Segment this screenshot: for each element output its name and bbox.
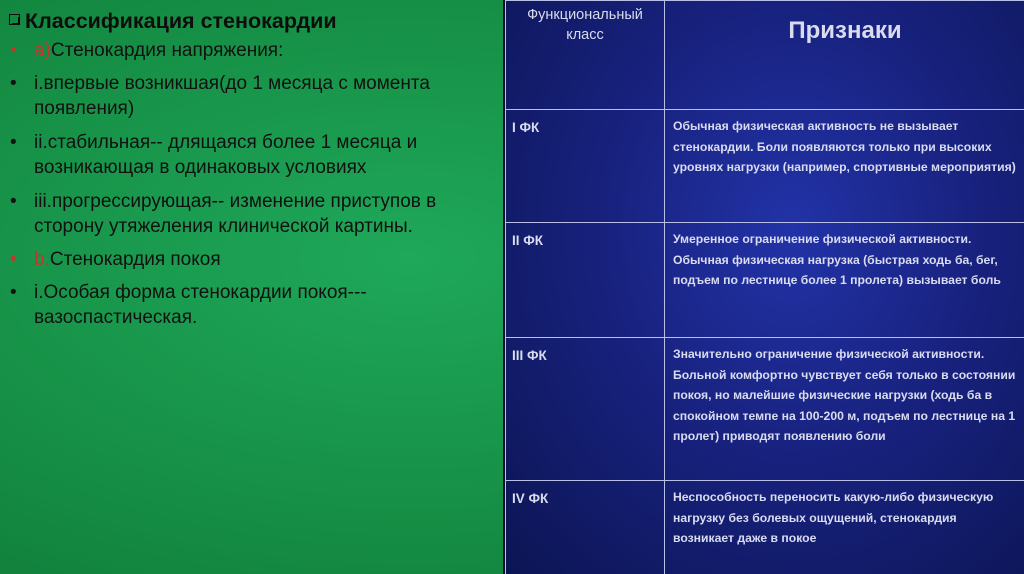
table-row [506, 338, 1024, 481]
table-row [506, 110, 1024, 223]
classification-list [8, 38, 500, 330]
list-item-text: Стенокардия покоя [49, 249, 221, 270]
header-functional-class: Функциональный класс [506, 1, 665, 110]
functional-class-cell: IV ФК [506, 481, 665, 574]
table-row [506, 223, 1024, 338]
table-row [506, 481, 1024, 574]
signs-cell: Значительно ограничение физической активности. Больной комфортно чувствует себя только в состоянии покоя, но малейшие физические нагрузки (ходь ба в спокойном темпе на 100-200 м, подъем по лестнице на 1 пролет) приводят появлению боли [665, 338, 1024, 481]
list-item [8, 130, 500, 180]
slide-title [8, 8, 500, 34]
bullet: • [10, 132, 17, 153]
list-marker: a) [34, 40, 51, 61]
header-signs: Признаки [665, 1, 1024, 110]
list-item-text: iii.прогрессирующая-- изменение приступов в сторону утяжеления клинической картины. [34, 191, 437, 237]
list-marker: b. [34, 249, 50, 270]
list-item-text: i.впервые возникшая(до 1 месяца с момента появления) [34, 73, 430, 119]
list-item [8, 38, 500, 63]
signs-cell: Неспособность переносить какую-либо физическую нагрузку без болевых ощущений, стенокардия возникает даже в покое [665, 481, 1024, 574]
bullet: • [10, 40, 17, 61]
functional-class-table [505, 0, 1024, 574]
bullet: • [10, 249, 17, 270]
functional-class-cell: III ФК [506, 338, 665, 481]
list-item-text: i.Особая форма стенокардии покоя---вазоспастическая. [34, 282, 367, 328]
slide-title-text: Классификация стенокардии [25, 9, 337, 33]
list-item-text: ii.стабильная-- длящаяся более 1 месяца и возникающая в одинаковых условиях [34, 132, 418, 178]
list-item [8, 189, 500, 239]
bullet: • [10, 191, 17, 212]
bullet: • [10, 282, 17, 303]
table-header-row [506, 1, 1024, 110]
list-item [8, 280, 500, 330]
checkbox-icon [9, 14, 20, 25]
left-panel [8, 8, 500, 330]
functional-class-cell: II ФК [506, 223, 665, 338]
bullet: • [10, 73, 17, 94]
list-item [8, 71, 500, 121]
classification-table-panel [503, 0, 1024, 574]
list-item [8, 247, 500, 272]
functional-class-cell: I ФК [506, 110, 665, 223]
signs-cell: Умеренное ограничение физической активности. Обычная физическая нагрузка (быстрая ходь ба, бег, подъем по лестнице более 1 пролета) вызывает боль [665, 223, 1024, 338]
signs-cell: Обычная физическая активность не вызывает стенокардии. Боли появляются только при высоких уровнях нагрузки (например, спортивные мероприятия) [665, 110, 1024, 223]
list-item-text: Стенокардия напряжения: [50, 40, 284, 61]
